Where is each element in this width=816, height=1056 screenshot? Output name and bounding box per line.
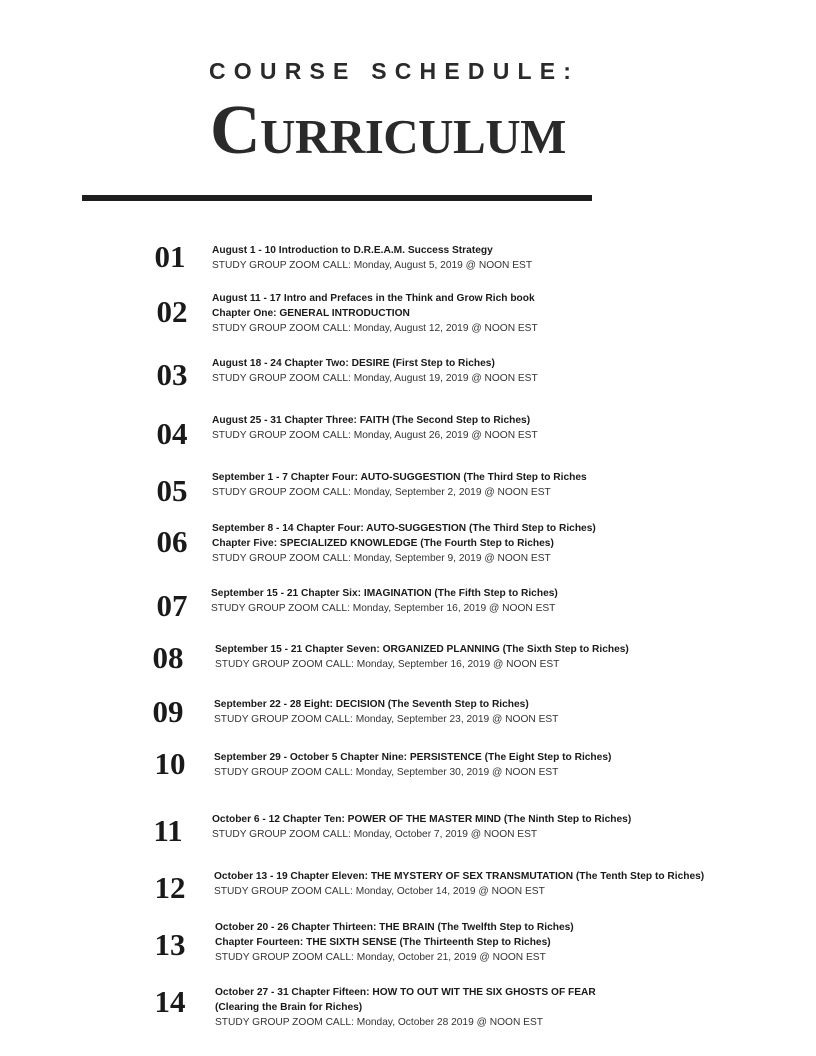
schedule-topic-line: (Clearing the Brain for Riches) xyxy=(215,1002,363,1013)
schedule-topic-line: September 15 - 21 Chapter Six: IMAGINATION (The Fifth Step to Riches) xyxy=(211,588,558,599)
schedule-details xyxy=(214,697,558,727)
schedule-details xyxy=(212,356,538,386)
schedule-topic-line: September 1 - 7 Chapter Four: AUTO-SUGGESTION (The Third Step to Riches xyxy=(212,472,587,483)
schedule-topic-line: August 18 - 24 Chapter Two: DESIRE (First Step to Riches) xyxy=(212,358,495,369)
week-number: 13 xyxy=(154,927,186,962)
zoom-call-line: STUDY GROUP ZOOM CALL: Monday, September 30, 2019 @ NOON EST xyxy=(214,767,559,778)
schedule-details xyxy=(215,642,629,672)
schedule-topic-line: September 22 - 28 Eight: DECISION (The Seventh Step to Riches) xyxy=(214,699,529,710)
week-number: 01 xyxy=(154,239,186,274)
week-number: 14 xyxy=(154,984,186,1019)
schedule-details xyxy=(211,586,558,616)
week-number: 02 xyxy=(156,294,188,329)
zoom-call-line: STUDY GROUP ZOOM CALL: Monday, October 21, 2019 @ NOON EST xyxy=(215,952,546,963)
schedule-topic-line: October 27 - 31 Chapter Fifteen: HOW TO OUT WIT THE SIX GHOSTS OF FEAR xyxy=(215,987,596,998)
week-number: 06 xyxy=(156,524,188,559)
schedule-details xyxy=(215,985,596,1030)
schedule-details xyxy=(212,291,538,336)
schedule-details xyxy=(212,413,538,443)
schedule-details xyxy=(214,869,704,899)
page-subtitle: COURSE SCHEDULE: xyxy=(209,58,580,84)
schedule-topic-line: October 20 - 26 Chapter Thirteen: THE BRAIN (The Twelfth Step to Riches) xyxy=(215,922,574,933)
week-number: 05 xyxy=(156,473,188,508)
schedule-topic-line: September 8 - 14 Chapter Four: AUTO-SUGGESTION (The Third Step to Riches) xyxy=(212,523,596,534)
week-number: 04 xyxy=(156,416,188,451)
zoom-call-line: STUDY GROUP ZOOM CALL: Monday, August 19, 2019 @ NOON EST xyxy=(212,373,538,384)
zoom-call-line: STUDY GROUP ZOOM CALL: Monday, August 5, 2019 @ NOON EST xyxy=(212,260,533,271)
schedule-details xyxy=(214,750,611,780)
zoom-call-line: STUDY GROUP ZOOM CALL: Monday, October 7, 2019 @ NOON EST xyxy=(212,829,538,840)
zoom-call-line: STUDY GROUP ZOOM CALL: Monday, September 2, 2019 @ NOON EST xyxy=(212,487,551,498)
zoom-call-line: STUDY GROUP ZOOM CALL: Monday, September 23, 2019 @ NOON EST xyxy=(214,714,559,725)
schedule-topic-line: August 25 - 31 Chapter Three: FAITH (The Second Step to Riches) xyxy=(212,415,531,426)
schedule-topic-line: Chapter One: GENERAL INTRODUCTION xyxy=(212,308,410,319)
page-title: Curriculum xyxy=(210,92,566,169)
week-number: 08 xyxy=(152,640,184,675)
schedule-topic-line: October 6 - 12 Chapter Ten: POWER OF THE MASTER MIND (The Ninth Step to Riches) xyxy=(212,814,632,825)
zoom-call-line: STUDY GROUP ZOOM CALL: Monday, September 16, 2019 @ NOON EST xyxy=(215,659,560,670)
schedule-topic-line: August 11 - 17 Intro and Prefaces in the Think and Grow Rich book xyxy=(212,293,535,304)
title-divider xyxy=(82,195,592,201)
schedule-topic-line: September 15 - 21 Chapter Seven: ORGANIZED PLANNING (The Sixth Step to Riches) xyxy=(215,644,629,655)
week-number: 11 xyxy=(153,813,183,848)
zoom-call-line: STUDY GROUP ZOOM CALL: Monday, October 14, 2019 @ NOON EST xyxy=(214,886,545,897)
schedule-details xyxy=(215,920,574,965)
zoom-call-line: STUDY GROUP ZOOM CALL: Monday, September 9, 2019 @ NOON EST xyxy=(212,553,551,564)
schedule-topic-line: Chapter Five: SPECIALIZED KNOWLEDGE (The Fourth Step to Riches) xyxy=(212,538,554,549)
zoom-call-line: STUDY GROUP ZOOM CALL: Monday, August 26, 2019 @ NOON EST xyxy=(212,430,538,441)
schedule-details xyxy=(212,470,587,500)
schedule-topic-line: October 13 - 19 Chapter Eleven: THE MYSTERY OF SEX TRANSMUTATION (The Tenth Step to Riches) xyxy=(214,871,705,882)
schedule-topic-line: September 29 - October 5 Chapter Nine: PERSISTENCE (The Eight Step to Riches) xyxy=(214,752,612,763)
zoom-call-line: STUDY GROUP ZOOM CALL: Monday, September 16, 2019 @ NOON EST xyxy=(211,603,556,614)
week-number: 09 xyxy=(152,694,184,729)
schedule-details xyxy=(212,812,631,842)
week-number: 10 xyxy=(154,746,186,781)
schedule-details xyxy=(212,243,532,273)
schedule-topic-line: August 1 - 10 Introduction to D.R.E.A.M. Success Strategy xyxy=(212,245,493,256)
week-number: 07 xyxy=(156,588,188,623)
schedule-topic-line: Chapter Fourteen: THE SIXTH SENSE (The Thirteenth Step to Riches) xyxy=(215,937,551,948)
zoom-call-line: STUDY GROUP ZOOM CALL: Monday, October 28 2019 @ NOON EST xyxy=(215,1017,543,1028)
schedule-details xyxy=(212,521,596,566)
week-number: 03 xyxy=(156,357,188,392)
week-number: 12 xyxy=(154,870,186,905)
zoom-call-line: STUDY GROUP ZOOM CALL: Monday, August 12, 2019 @ NOON EST xyxy=(212,323,538,334)
